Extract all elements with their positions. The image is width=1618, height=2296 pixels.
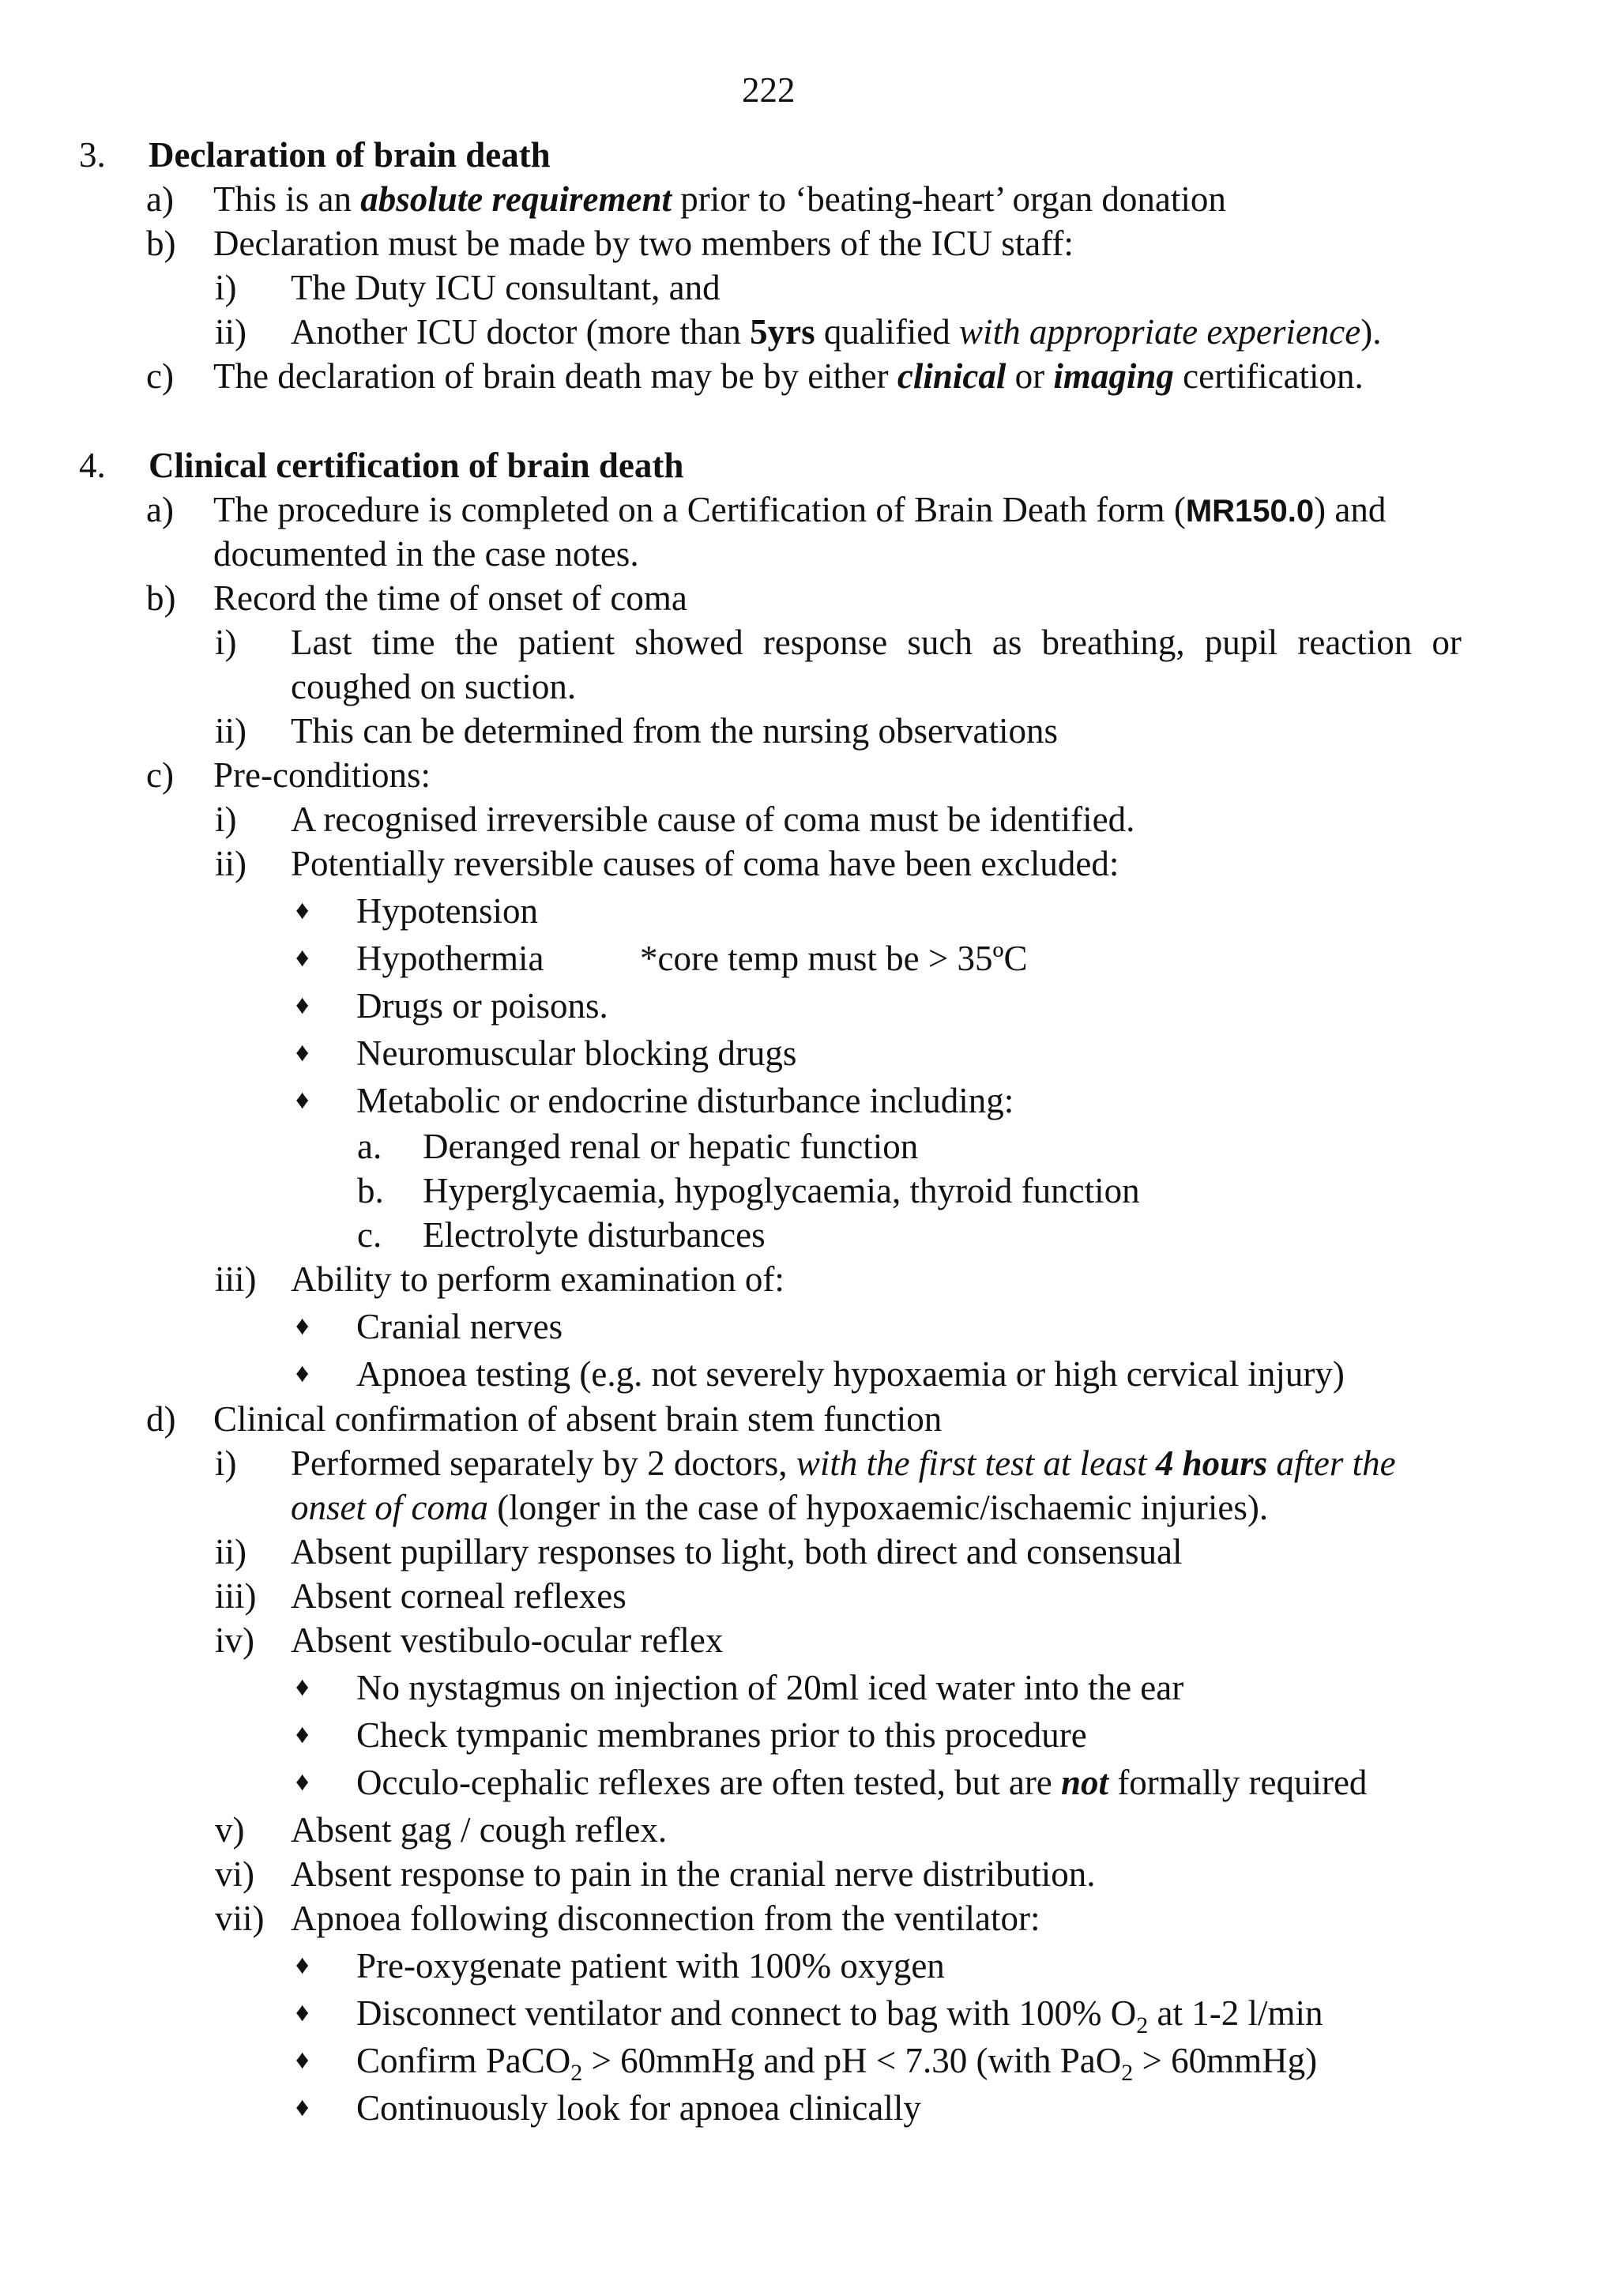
bullet-text: Drugs or poisons. xyxy=(356,986,608,1026)
page-number: 222 xyxy=(742,70,796,110)
sublist-text: Deranged renal or hepatic function xyxy=(423,1127,919,1166)
subitem-text: The Duty ICU consultant, and xyxy=(291,268,721,307)
subitem-label: ii) xyxy=(215,711,246,751)
subitem-label: v) xyxy=(215,1810,245,1850)
item-label: a) xyxy=(146,179,174,219)
bullet-diamond-icon: ♦ xyxy=(295,1720,310,1749)
bullet-diamond-icon: ♦ xyxy=(295,943,310,973)
bullet-diamond-icon: ♦ xyxy=(295,1086,310,1115)
bullet-diamond-icon: ♦ xyxy=(295,1038,310,1067)
bullet-note: *core temp must be > 35ºC xyxy=(640,939,1028,978)
bullet-text: Confirm PaCO$_2$ > 60mmHg and pH < 7.30 (with PaO$_2$ > 60mmHg) xyxy=(356,2041,1318,2086)
subitem-text-continued: coughed on suction. xyxy=(291,667,577,706)
bullet-diamond-icon: ♦ xyxy=(295,1312,310,1341)
subitem-text: Potentially reversible causes of coma have been excluded: xyxy=(291,844,1119,883)
subitem-text: This can be determined from the nursing observations xyxy=(291,711,1058,751)
bullet-text: Neuromuscular blocking drugs xyxy=(356,1033,797,1073)
bullet-diamond-icon: ♦ xyxy=(295,2046,310,2075)
sublist-text: Electrolyte disturbances xyxy=(423,1215,766,1255)
item-text: This is an absolute requirement prior to ‘beating-heart’ organ donation xyxy=(213,179,1226,219)
bullet-diamond-icon: ♦ xyxy=(295,1951,310,1980)
bullet-text: Cranial nerves xyxy=(356,1307,563,1346)
section-number: 3. xyxy=(79,135,106,175)
item-label: b) xyxy=(146,224,176,263)
subitem-label: iii) xyxy=(215,1576,257,1616)
subitem-text-continued: onset of coma (longer in the case of hypoxaemic/ischaemic injuries). xyxy=(291,1488,1269,1527)
subitem-text: Absent vestibulo-ocular reflex xyxy=(291,1620,724,1660)
bullet-text: No nystagmus on injection of 20ml iced water into the ear xyxy=(356,1668,1184,1707)
section-heading: Declaration of brain death xyxy=(149,135,551,175)
section-heading: Clinical certification of brain death xyxy=(149,446,684,485)
subitem-text: Another ICU doctor (more than 5yrs qualified with appropriate experience). xyxy=(291,312,1382,352)
item-text: Clinical confirmation of absent brain stem function xyxy=(213,1399,943,1439)
subitem-text-justified: Last time the patient showed response such as breathing, pupil reaction or xyxy=(291,623,1462,662)
bullet-text: Occulo-cephalic reflexes are often tested, but are not formally required xyxy=(356,1763,1368,1802)
subitem-text: Absent gag / cough reflex. xyxy=(291,1810,668,1850)
item-label: c) xyxy=(146,356,174,396)
section-number: 4. xyxy=(79,446,106,485)
item-text: The declaration of brain death may be by either clinical or imaging certification. xyxy=(213,356,1364,396)
subitem-text: A recognised irreversible cause of coma must be identified. xyxy=(291,800,1135,839)
subitem-label: ii) xyxy=(215,1532,246,1571)
bullet-diamond-icon: ♦ xyxy=(295,1673,310,1702)
subitem-label: vii) xyxy=(215,1899,265,1938)
subitem-label: iv) xyxy=(215,1620,254,1660)
subitem-label: vi) xyxy=(215,1854,254,1894)
bullet-text: Continuously look for apnoea clinically xyxy=(356,2088,921,2128)
sublist-label: b. xyxy=(357,1171,384,1210)
bullet-text: Hypothermia xyxy=(356,939,544,978)
item-label: c) xyxy=(146,755,174,795)
item-label: d) xyxy=(146,1399,176,1439)
bullet-diamond-icon: ♦ xyxy=(295,1998,310,2027)
bullet-text: Check tympanic membranes prior to this procedure xyxy=(356,1715,1087,1755)
bullet-text: Disconnect ventilator and connect to bag with 100% $O_2$ at 1-2 l/min xyxy=(356,1993,1323,2038)
subitem-label: i) xyxy=(215,800,237,839)
item-text: Declaration must be made by two members of the ICU staff: xyxy=(213,224,1074,263)
sublist-text: Hyperglycaemia, hypoglycaemia, thyroid function xyxy=(423,1171,1140,1210)
bullet-text: Hypotension xyxy=(356,891,538,931)
subitem-label: i) xyxy=(215,623,237,662)
bullet-text: Pre-oxygenate patient with 100% oxygen xyxy=(356,1946,945,1985)
item-label: a) xyxy=(146,490,174,529)
bullet-diamond-icon: ♦ xyxy=(295,1359,310,1388)
subitem-label: i) xyxy=(215,268,237,307)
sublist-label: a. xyxy=(357,1127,382,1166)
bullet-diamond-icon: ♦ xyxy=(295,1767,310,1797)
item-label: b) xyxy=(146,578,176,618)
subitem-label: iii) xyxy=(215,1259,257,1299)
subitem-text: Absent response to pain in the cranial nerve distribution. xyxy=(291,1854,1096,1894)
subitem-text: Ability to perform examination of: xyxy=(291,1259,785,1299)
bullet-text: Metabolic or endocrine disturbance including: xyxy=(356,1081,1014,1120)
item-text: Record the time of onset of coma xyxy=(213,578,687,618)
item-text: Pre-conditions: xyxy=(213,755,431,795)
sublist-label: c. xyxy=(357,1215,382,1255)
item-text-continued: documented in the case notes. xyxy=(213,534,639,574)
bullet-diamond-icon: ♦ xyxy=(295,991,310,1020)
subitem-text: Absent corneal reflexes xyxy=(291,1576,627,1616)
bullet-text: Apnoea testing (e.g. not severely hypoxaemia or high cervical injury) xyxy=(356,1354,1345,1394)
subitem-text: Absent pupillary responses to light, both direct and consensual xyxy=(291,1532,1183,1571)
bullet-diamond-icon: ♦ xyxy=(295,896,310,925)
subitem-text: Apnoea following disconnection from the ventilator: xyxy=(291,1899,1040,1938)
subitem-label: ii) xyxy=(215,312,246,352)
subitem-label: ii) xyxy=(215,844,246,883)
subitem-text: Performed separately by 2 doctors, with the first test at least 4 hours after the xyxy=(291,1443,1396,1483)
subitem-label: i) xyxy=(215,1443,237,1483)
bullet-diamond-icon: ♦ xyxy=(295,2093,310,2122)
item-text: The procedure is completed on a Certification of Brain Death form (MR150.0) and xyxy=(213,490,1387,529)
